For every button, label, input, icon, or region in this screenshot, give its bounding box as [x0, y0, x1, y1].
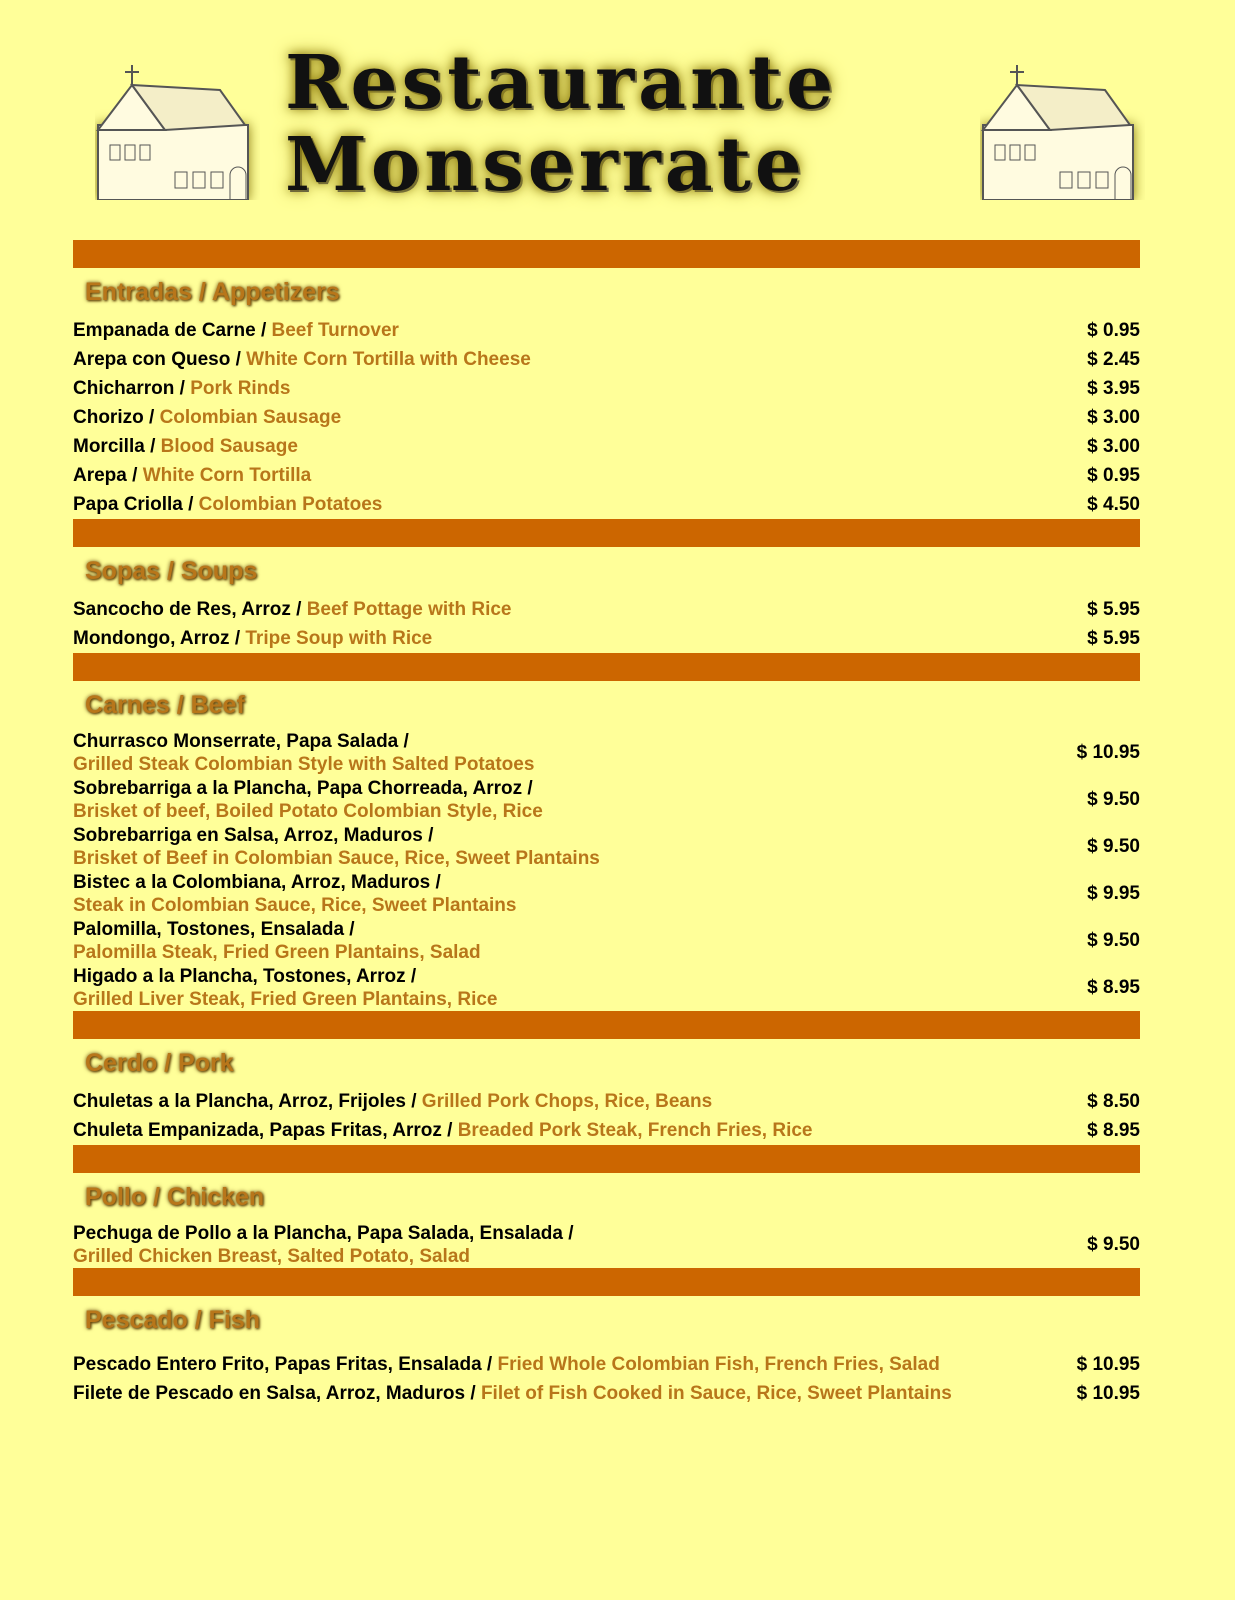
item-name-spanish: Pescado Entero Frito, Papas Fritas, Ensalada / — [73, 1353, 498, 1375]
logo-title-line1: Restaurante — [285, 40, 838, 126]
item-name-spanish: Higado a la Plancha, Tostones, Arroz / — [73, 965, 417, 987]
item-price: $ 9.50 — [1087, 836, 1140, 857]
item-name-english: Filet of Fish Cooked in Sauce, Rice, Sweet Plantains — [480, 1382, 952, 1404]
section-divider-bar — [73, 240, 1140, 268]
item-name-spanish: Empanada de Carne / — [73, 319, 272, 341]
item-price: $ 8.95 — [1087, 1119, 1140, 1141]
item-name — [73, 1383, 952, 1405]
item-price: $ 8.95 — [1087, 977, 1140, 998]
item-name-english: Colombian Sausage — [159, 406, 342, 428]
menu-section — [73, 1268, 1140, 1408]
section-heading: Pescado / Fish — [85, 1306, 261, 1334]
menu-item — [73, 345, 1140, 374]
item-name-english: Steak in Colombian Sauce, Rice, Sweet Plantains — [73, 894, 517, 916]
item-price: $ 2.45 — [1087, 348, 1140, 370]
restaurant-logo — [95, 40, 1145, 215]
item-name — [73, 1222, 574, 1268]
item-price: $ 5.95 — [1087, 598, 1140, 620]
menu-item — [73, 490, 1140, 519]
item-price: $ 10.95 — [1076, 1353, 1140, 1375]
item-name — [73, 349, 531, 371]
item-name — [73, 378, 291, 400]
item-name-spanish: Papa Criolla / — [73, 493, 199, 515]
item-name-spanish: Morcilla / — [73, 435, 161, 457]
item-name — [73, 465, 311, 487]
item-name-english: Brisket of beef, Boiled Potato Colombian Style, Rice — [73, 800, 543, 822]
menu-item — [73, 374, 1140, 403]
section-divider-bar — [73, 1145, 1140, 1173]
menu-item — [73, 595, 1140, 624]
menu-section — [73, 519, 1140, 653]
item-name — [73, 871, 516, 917]
item-name — [73, 320, 399, 342]
item-name-english: Beef Pottage with Rice — [306, 598, 512, 620]
section-heading: Sopas / Soups — [85, 557, 258, 585]
section-heading: Pollo / Chicken — [85, 1183, 265, 1211]
menu-item — [73, 729, 1140, 776]
section-heading: Entradas / Appetizers — [85, 278, 340, 306]
menu-item — [73, 1350, 1140, 1379]
church-icon — [980, 60, 1145, 200]
item-name — [73, 777, 543, 823]
section-divider-bar — [73, 1011, 1140, 1039]
church-icon — [95, 60, 260, 200]
item-price: $ 9.95 — [1087, 883, 1140, 904]
section-heading: Cerdo / Pork — [85, 1049, 234, 1077]
menu-item — [73, 624, 1140, 653]
item-name-spanish: Sobrebarriga en Salsa, Arroz, Maduros / — [73, 824, 434, 846]
item-name-spanish: Sancocho de Res, Arroz / — [73, 598, 307, 620]
item-name-spanish: Mondongo, Arroz / — [73, 627, 246, 649]
item-name-english: White Corn Tortilla with Cheese — [246, 348, 531, 370]
item-price: $ 0.95 — [1087, 319, 1140, 341]
item-name-english: Grilled Steak Colombian Style with Salted Potatoes — [73, 753, 535, 775]
item-price: $ 9.50 — [1087, 1234, 1140, 1255]
item-name — [73, 965, 498, 1011]
item-name — [73, 628, 432, 650]
item-price: $ 5.95 — [1087, 627, 1140, 649]
item-name-spanish: Bistec a la Colombiana, Arroz, Maduros / — [73, 871, 441, 893]
item-name — [73, 824, 600, 870]
item-name — [73, 436, 298, 458]
menu-item — [73, 1379, 1140, 1408]
item-name — [73, 407, 341, 429]
item-name-english: Fried Whole Colombian Fish, French Fries, Salad — [497, 1353, 940, 1375]
item-price: $ 0.95 — [1087, 464, 1140, 486]
item-name — [73, 494, 382, 516]
item-name — [73, 918, 481, 964]
section-divider-bar — [73, 1268, 1140, 1296]
menu-section — [73, 653, 1140, 1011]
menu-item — [73, 316, 1140, 345]
item-name-spanish: Chuletas a la Plancha, Arroz, Frijoles / — [73, 1090, 422, 1112]
item-price: $ 4.50 — [1087, 493, 1140, 515]
menu-section — [73, 1011, 1140, 1145]
item-name — [73, 1354, 940, 1376]
menu-item — [73, 461, 1140, 490]
item-name — [73, 730, 534, 776]
item-name-english: Pork Rinds — [190, 377, 291, 399]
menu-item — [73, 1116, 1140, 1145]
item-name-english: Brisket of Beef in Colombian Sauce, Rice, Sweet Plantains — [73, 847, 600, 869]
item-price: $ 8.50 — [1087, 1090, 1140, 1112]
menu-item — [73, 823, 1140, 870]
item-name-english: Grilled Chicken Breast, Salted Potato, Salad — [73, 1245, 471, 1267]
item-name-spanish: Pechuga de Pollo a la Plancha, Papa Salada, Ensalada / — [73, 1222, 574, 1244]
item-price: $ 9.50 — [1087, 789, 1140, 810]
item-name-spanish: Palomilla, Tostones, Ensalada / — [73, 918, 355, 940]
item-price: $ 10.95 — [1076, 742, 1140, 763]
item-name-english: Grilled Liver Steak, Fried Green Plantains, Rice — [73, 988, 498, 1010]
section-divider-bar — [73, 653, 1140, 681]
menu-item — [73, 432, 1140, 461]
menu-section — [73, 1145, 1140, 1268]
item-name-spanish: Chuleta Empanizada, Papas Fritas, Arroz / — [73, 1119, 458, 1141]
item-price: $ 3.00 — [1087, 435, 1140, 457]
item-name-english: Beef Turnover — [271, 319, 399, 341]
item-name-spanish: Chorizo / — [73, 406, 160, 428]
item-name-english: Breaded Pork Steak, French Fries, Rice — [457, 1119, 813, 1141]
item-name — [73, 1091, 712, 1113]
item-name-english: White Corn Tortilla — [142, 464, 312, 486]
menu-item — [73, 403, 1140, 432]
item-name-spanish: Churrasco Monserrate, Papa Salada / — [73, 730, 409, 752]
item-name — [73, 599, 512, 621]
menu-item — [73, 1221, 1140, 1268]
item-name-spanish: Arepa con Queso / — [73, 348, 247, 370]
item-name — [73, 1120, 813, 1142]
section-divider-bar — [73, 519, 1140, 547]
logo-title-line2: Monserrate — [285, 122, 806, 208]
item-price: $ 3.00 — [1087, 406, 1140, 428]
item-name-spanish: Filete de Pescado en Salsa, Arroz, Maduros / — [73, 1382, 481, 1404]
item-name-spanish: Arepa / — [73, 464, 143, 486]
menu-item — [73, 776, 1140, 823]
menu-item — [73, 870, 1140, 917]
menu-item — [73, 1087, 1140, 1116]
item-price: $ 10.95 — [1076, 1382, 1140, 1404]
menu-item — [73, 917, 1140, 964]
item-name-english: Palomilla Steak, Fried Green Plantains, Salad — [73, 941, 481, 963]
item-name-english: Grilled Pork Chops, Rice, Beans — [421, 1090, 713, 1112]
item-name-english: Colombian Potatoes — [198, 493, 383, 515]
menu — [73, 240, 1140, 1408]
item-name-english: Blood Sausage — [160, 435, 298, 457]
item-name-spanish: Sobrebarriga a la Plancha, Papa Chorreada, Arroz / — [73, 777, 533, 799]
item-price: $ 9.50 — [1087, 930, 1140, 951]
section-heading: Carnes / Beef — [85, 691, 245, 719]
menu-item — [73, 964, 1140, 1011]
item-name-english: Tripe Soup with Rice — [245, 627, 433, 649]
item-price: $ 3.95 — [1087, 377, 1140, 399]
item-name-spanish: Chicharron / — [73, 377, 191, 399]
menu-section — [73, 240, 1140, 519]
